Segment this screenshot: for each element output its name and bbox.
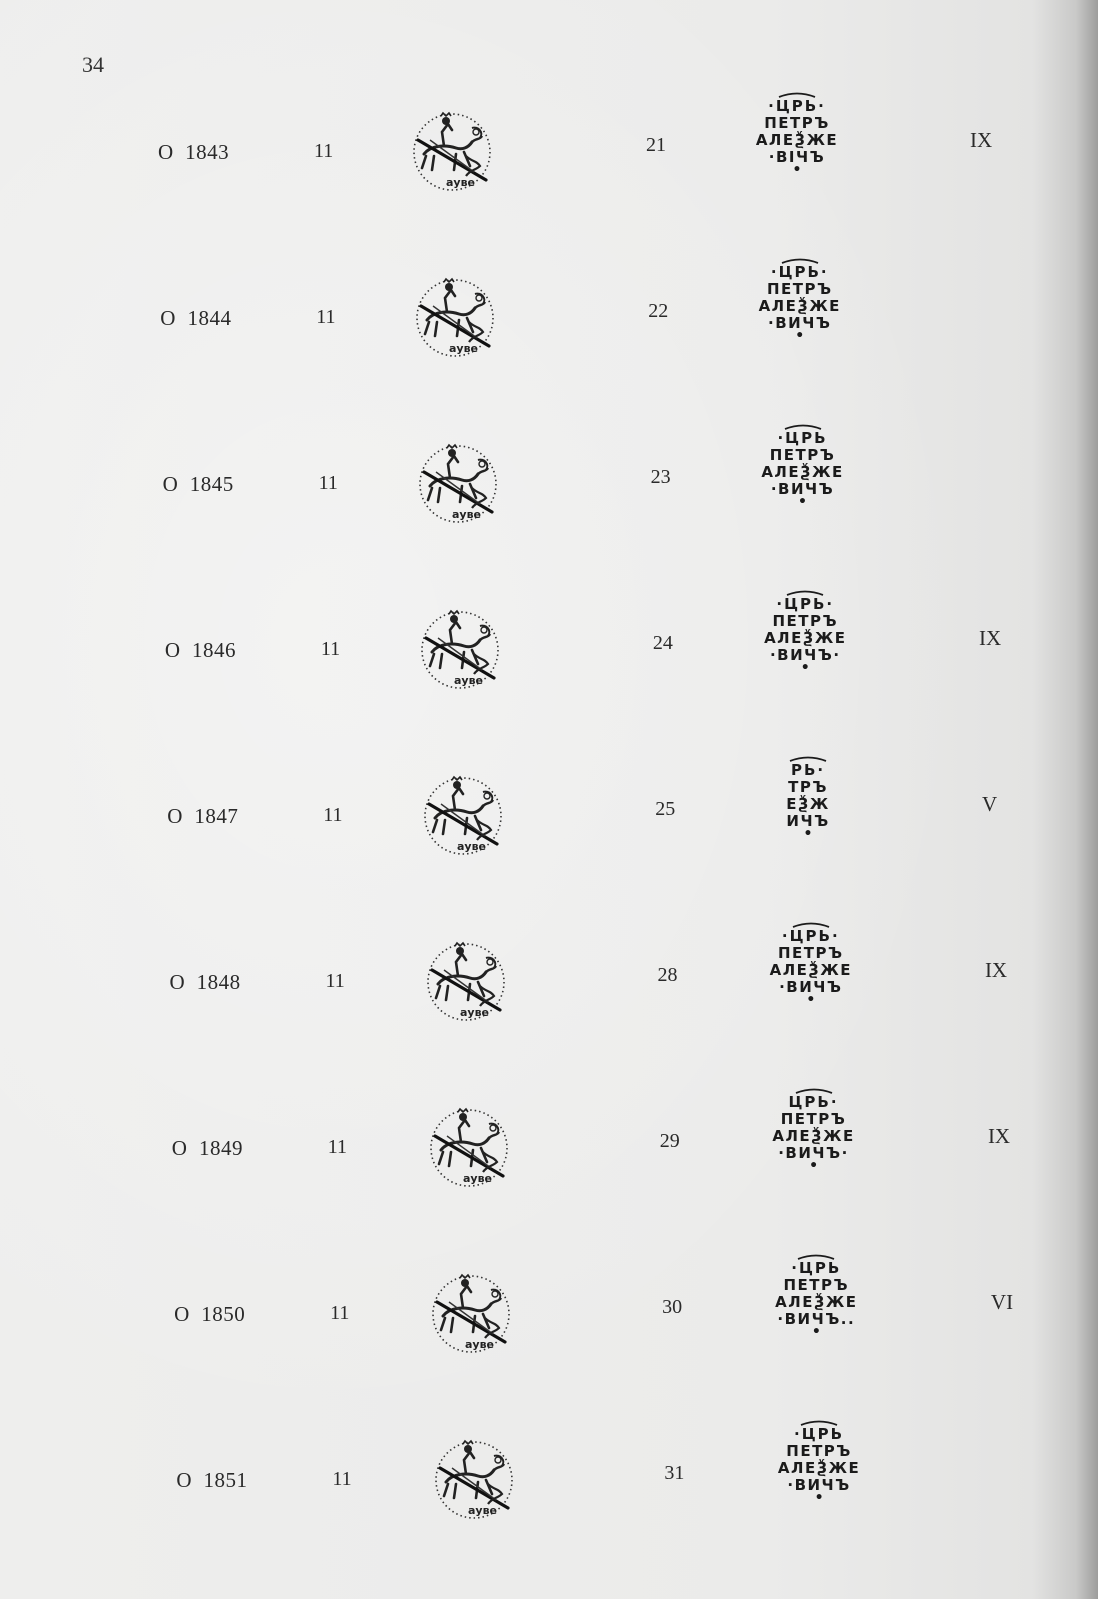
weight-value: 11 bbox=[316, 306, 336, 328]
reverse-line-4: ·ВIЧЪ bbox=[768, 148, 826, 166]
catalog-number: O 1850 bbox=[174, 1302, 246, 1326]
reverse-line-4: ·ВИЧЪ bbox=[787, 1476, 851, 1494]
reverse-line-4: ·ВИЧЪ bbox=[770, 480, 835, 498]
reverse-inscription bbox=[761, 1254, 871, 1340]
coin-entry bbox=[0, 429, 1098, 562]
reverse-dot-icon: • bbox=[806, 992, 816, 1008]
obverse-horseman-icon bbox=[421, 774, 505, 858]
reverse-dot-icon: • bbox=[811, 1324, 821, 1340]
coin-entry bbox=[0, 761, 1098, 894]
reverse-line-2: ПЕТРЪ bbox=[777, 944, 844, 962]
reverse-inscription bbox=[764, 1420, 874, 1506]
svg-text:ауве: ауве bbox=[468, 1504, 498, 1517]
obverse-horseman-icon bbox=[416, 442, 500, 526]
weight-value: 11 bbox=[323, 804, 343, 826]
reverse-inscription bbox=[742, 92, 852, 178]
reverse-line-1: ·ЦРЬ· bbox=[768, 97, 826, 115]
reverse-dot-icon: • bbox=[803, 826, 813, 842]
coin-entry bbox=[0, 927, 1098, 1060]
reverse-dot-icon: • bbox=[792, 162, 802, 178]
reverse-inscription bbox=[748, 424, 858, 510]
reverse-line-2: ПЕТРЪ bbox=[786, 1442, 852, 1460]
svg-text:ауве: ауве bbox=[459, 1006, 489, 1019]
reverse-line-4: ·ВИЧЪ.. bbox=[777, 1310, 856, 1328]
weight-value: 11 bbox=[320, 638, 341, 660]
reverse-inscription bbox=[745, 258, 855, 344]
obverse-horseman-icon bbox=[410, 110, 494, 194]
rarity-grade: IX bbox=[970, 128, 993, 152]
coin-entry bbox=[0, 595, 1098, 728]
weight-value: 11 bbox=[314, 140, 334, 162]
svg-text:ауве: ауве bbox=[457, 840, 487, 853]
die-number: 30 bbox=[662, 1296, 683, 1318]
catalog-number: O 1848 bbox=[169, 970, 241, 994]
reverse-line-4: ·ВИЧЪ· bbox=[769, 646, 841, 664]
rarity-grade: VI bbox=[990, 1290, 1014, 1314]
reverse-line-3: АЛЕѮЖЕ bbox=[772, 1127, 855, 1145]
reverse-line-4: ·ВИЧЪ bbox=[768, 314, 832, 332]
weight-value: 11 bbox=[330, 1302, 350, 1324]
reverse-inscription bbox=[756, 922, 866, 1008]
reverse-line-3: АЛЕѮЖЕ bbox=[758, 297, 841, 315]
obverse-horseman-icon bbox=[432, 1438, 516, 1522]
reverse-line-2: ПЕТРЪ bbox=[769, 446, 836, 464]
reverse-line-4: ·ВИЧЪ bbox=[779, 978, 843, 996]
reverse-dot-icon: • bbox=[809, 1158, 819, 1174]
catalog-number: O 1847 bbox=[167, 804, 239, 828]
die-number: 29 bbox=[659, 1130, 680, 1152]
reverse-dot-icon: • bbox=[798, 494, 807, 510]
rarity-grade: IX bbox=[984, 958, 1008, 982]
reverse-line-3: АЛЕѮЖЕ bbox=[775, 1293, 858, 1311]
die-number: 25 bbox=[655, 798, 676, 820]
reverse-line-2: ПЕТРЪ bbox=[772, 612, 839, 630]
coin-entry bbox=[0, 263, 1098, 396]
reverse-inscription bbox=[753, 756, 863, 842]
coin-entry bbox=[0, 97, 1098, 230]
weight-value: 11 bbox=[327, 1136, 348, 1158]
weight-value: 11 bbox=[318, 472, 338, 494]
reverse-line-3: АЛЕѮЖЕ bbox=[764, 629, 847, 647]
reverse-line-3: АЛЕѮЖЕ bbox=[769, 961, 852, 979]
obverse-horseman-icon bbox=[429, 1272, 513, 1356]
rarity-grade: IX bbox=[978, 626, 1002, 650]
obverse-horseman-icon bbox=[418, 608, 502, 692]
reverse-line-3: АЛЕѮЖЕ bbox=[761, 463, 844, 481]
reverse-line-1: ·ЦРЬ bbox=[777, 429, 828, 447]
svg-text:ауве: ауве bbox=[451, 508, 481, 521]
die-number: 23 bbox=[650, 466, 671, 488]
reverse-line-1: ЦРЬ· bbox=[788, 1093, 839, 1111]
reverse-line-1: ·ЦРЬ· bbox=[770, 263, 829, 281]
reverse-line-2: ТРЪ bbox=[788, 778, 828, 796]
reverse-line-1: ·ЦРЬ bbox=[791, 1259, 842, 1277]
svg-text:ауве: ауве bbox=[446, 176, 476, 189]
reverse-dot-icon: • bbox=[800, 660, 810, 676]
reverse-inscription bbox=[750, 590, 860, 676]
catalog-number: O 1844 bbox=[160, 306, 232, 330]
svg-text:ауве: ауве bbox=[462, 1172, 492, 1185]
reverse-line-4: ·ВИЧЪ· bbox=[778, 1144, 849, 1162]
die-number: 28 bbox=[657, 964, 678, 986]
catalog-number: O 1846 bbox=[164, 638, 237, 662]
obverse-horseman-icon bbox=[413, 276, 497, 360]
reverse-line-2: ПЕТРЪ bbox=[783, 1276, 850, 1294]
reverse-line-2: ПЕТРЪ bbox=[764, 114, 830, 132]
svg-text:ауве: ауве bbox=[454, 674, 484, 687]
reverse-line-1: ·ЦРЬ· bbox=[776, 595, 835, 613]
weight-value: 11 bbox=[325, 970, 345, 992]
obverse-horseman-icon bbox=[424, 940, 508, 1024]
svg-text:ауве: ауве bbox=[448, 342, 478, 355]
coin-entry bbox=[0, 1259, 1098, 1392]
reverse-line-3: АЛЕѮЖЕ bbox=[777, 1459, 861, 1477]
catalog-number: O 1851 bbox=[176, 1468, 248, 1492]
die-number: 31 bbox=[664, 1462, 685, 1484]
catalog-number: O 1843 bbox=[158, 140, 230, 164]
die-number: 21 bbox=[646, 134, 666, 156]
obverse-horseman-icon bbox=[427, 1106, 511, 1190]
reverse-line-1: ·ЦРЬ bbox=[794, 1425, 845, 1443]
reverse-line-2: ПЕТРЪ bbox=[766, 280, 833, 298]
reverse-line-2: ПЕТРЪ bbox=[780, 1110, 847, 1128]
die-number: 22 bbox=[648, 300, 669, 322]
catalog-number: O 1849 bbox=[171, 1136, 243, 1160]
coin-entry bbox=[0, 1093, 1098, 1226]
rarity-grade: IX bbox=[987, 1124, 1011, 1148]
reverse-dot-icon: • bbox=[795, 328, 805, 344]
reverse-line-1: ·ЦРЬ· bbox=[781, 927, 840, 945]
reverse-line-3: АЛЕѮЖЕ bbox=[755, 131, 839, 149]
svg-text:ауве: ауве bbox=[465, 1338, 495, 1351]
reverse-dot-icon: • bbox=[814, 1490, 824, 1506]
reverse-line-3: ЕѮЖ bbox=[786, 795, 830, 813]
rarity-grade: V bbox=[981, 792, 998, 816]
catalog-number: O 1845 bbox=[162, 472, 234, 496]
weight-value: 11 bbox=[332, 1468, 352, 1490]
reverse-line-1: РЬ· bbox=[790, 761, 826, 779]
die-number: 24 bbox=[652, 632, 673, 654]
reverse-line-4: ИЧЪ bbox=[786, 812, 830, 830]
coin-entry bbox=[0, 1425, 1098, 1558]
reverse-inscription bbox=[759, 1088, 869, 1174]
page-number: 34 bbox=[82, 52, 104, 77]
